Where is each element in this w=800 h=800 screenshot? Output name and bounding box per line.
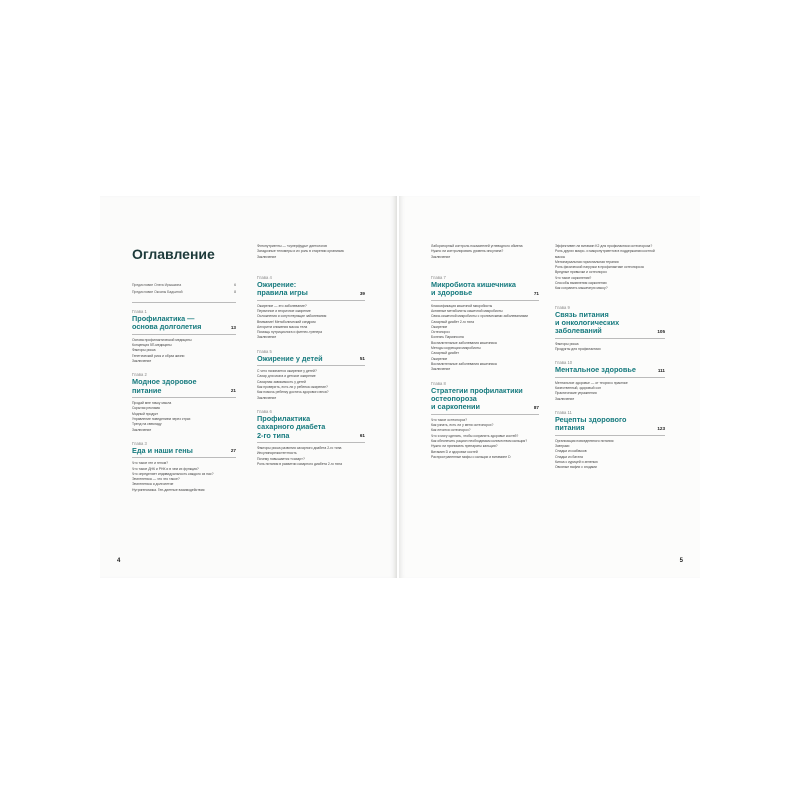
toc-section-item[interactable]: Как проверить, есть ли у ребенка ожирение? xyxy=(257,385,328,390)
section-list xyxy=(257,304,365,341)
chapter-title: Стратегии профилактики остеопороза и саркопении xyxy=(431,385,523,412)
chapter-heading[interactable] xyxy=(431,281,539,301)
toc-section-item[interactable]: Заключение xyxy=(132,359,152,363)
section-list xyxy=(132,401,236,433)
toc-section-item[interactable]: Скрытая реклама xyxy=(132,406,160,411)
chapter-entry xyxy=(555,409,665,471)
toc-section-item[interactable]: Как помочь ребенку достичь здорового веса? xyxy=(257,390,329,395)
toc-section-item[interactable]: Воспалительные заболевания кишечника xyxy=(431,361,497,366)
toc-section-item[interactable]: Модный продукт xyxy=(132,411,159,416)
chapter-heading[interactable] xyxy=(257,415,365,443)
toc-section-item[interactable]: Заключение xyxy=(257,335,277,340)
chapter-title: Связь питания и онкологических заболеваний xyxy=(555,309,620,336)
toc-section-item[interactable]: Ожирение xyxy=(431,324,448,329)
left-page xyxy=(100,196,397,578)
chapter-heading[interactable] xyxy=(132,315,236,335)
toc-section-item[interactable]: Фитонутриенты — «суперфуды» диетологов xyxy=(257,244,327,248)
toc-section-item[interactable]: Связь кишечной микробиоты с хроническими заболеваниями xyxy=(431,314,528,319)
chapter-page: 87 xyxy=(533,404,539,410)
toc-section-item[interactable]: Первичное и вторичное ожирение xyxy=(257,309,311,313)
chapter-entry xyxy=(555,304,665,353)
toc-section-item[interactable]: Эффективен ли витамин K2 для профилактики остеопороза? xyxy=(555,244,653,248)
toc-section-item[interactable]: Заключение xyxy=(257,395,277,400)
page-number-left: 4 xyxy=(117,558,121,564)
chapter-title: Микробиота кишечника и здоровье xyxy=(431,279,516,298)
divider xyxy=(132,302,236,303)
toc-section-item[interactable]: Продукты для профилактики xyxy=(555,347,601,352)
preface-entry[interactable] xyxy=(132,289,236,296)
toc-section-item[interactable]: Нужно ли контролировать уровень инсулина? xyxy=(431,249,504,254)
toc-section-item[interactable]: Сахарная зависимость у детей xyxy=(257,379,306,384)
toc-section-item[interactable]: Заключение xyxy=(431,254,451,259)
chapter-label: Глава 9 xyxy=(555,304,570,310)
toc-section-item[interactable]: Эпигенетика и долголетие xyxy=(132,482,174,487)
section-list xyxy=(555,342,665,353)
toc-section-item[interactable]: Активные метаболиты кишечной микробиоты xyxy=(431,309,503,313)
preface-page: 6 xyxy=(234,283,236,287)
chapter-entry xyxy=(431,380,539,461)
toc-section-item[interactable]: Сахарный диабет 2-го типа xyxy=(431,319,475,324)
toc-section-item[interactable]: Ожирение — это заболевание? xyxy=(257,303,307,308)
chapter-page: 27 xyxy=(230,448,236,454)
toc-section-item[interactable]: Управление поведением через страх xyxy=(132,417,191,421)
toc-section-item[interactable]: Что такое ген и геном? xyxy=(132,461,168,466)
section-list xyxy=(257,446,365,467)
toc-section-item[interactable]: Витамин D и здоровье костей xyxy=(431,449,478,454)
toc-section-item[interactable]: Лабораторный контроль показателей углеводного обмена xyxy=(431,244,523,248)
toc-section-item[interactable]: Тренд на свекладу xyxy=(132,422,162,427)
section-list xyxy=(431,244,539,260)
section-list xyxy=(431,418,539,460)
chapter-entry xyxy=(132,308,236,364)
toc-section-item[interactable]: Что я могу сделать, чтобы сохранить здоровье костей? xyxy=(431,433,519,438)
toc-section-item[interactable]: Классификация кишечной микробиоты xyxy=(431,303,493,308)
chapter-label: Глава 7 xyxy=(431,274,446,280)
chapter-label: Глава 1 xyxy=(132,309,147,314)
chapter-title: Рецепты здорового питания xyxy=(555,415,627,433)
toc-column-1 xyxy=(132,246,236,500)
chapter-label: Глава 6 xyxy=(257,408,272,414)
preface-page: 8 xyxy=(234,290,236,294)
toc-section-item[interactable]: Заключение xyxy=(555,396,575,401)
right-page xyxy=(399,196,700,578)
toc-section-item[interactable]: Что такое саркопения? xyxy=(555,275,592,280)
chapter-title: Профилактика — основа долголетия xyxy=(132,314,202,332)
chapter-entry xyxy=(132,371,236,433)
toc-section-item[interactable]: Эпигенетика — что это такое? xyxy=(132,477,180,482)
toc-section-item[interactable]: Способы выявления саркопении xyxy=(555,281,607,286)
toc-section-item[interactable]: Генетический риск и образ жизни xyxy=(132,353,185,358)
toc-section-item[interactable]: Как сохранить мышечную массу? xyxy=(555,286,608,291)
toc-section-item[interactable]: Как лечится остеопороз? xyxy=(431,428,471,433)
toc-section-item[interactable]: Что такое остеопороз? xyxy=(431,417,468,422)
toc-section-item[interactable]: Завтраки xyxy=(555,444,570,449)
toc-section-item[interactable]: Организация повседневного питания xyxy=(555,438,614,443)
chapter-heading[interactable] xyxy=(132,447,236,458)
toc-section-item[interactable]: Инсулинорезистентность xyxy=(257,451,297,456)
chapter-label: Глава 10 xyxy=(555,360,573,366)
toc-section-item[interactable]: Роль физической нагрузки в профилактике остеопороза xyxy=(555,265,644,270)
toc-section-item[interactable]: Киноа с курицей и зеленью xyxy=(555,460,598,465)
toc-section-item[interactable]: Загадочные теломеры и их роль в старении организма xyxy=(257,249,344,254)
toc-section-item[interactable]: Оладьи из кабачков xyxy=(555,449,587,454)
toc-section-item[interactable]: Болезнь Паркинсона xyxy=(431,335,464,340)
toc-section-item[interactable]: Оладьи из батата xyxy=(555,454,583,459)
chapter-title: Ментальное здоровье xyxy=(555,365,636,375)
toc-section-item[interactable]: Заключение xyxy=(132,427,152,432)
toc-section-item[interactable]: Ментальное здоровье — от теории к практике xyxy=(555,380,628,385)
toc-section-item[interactable]: Заключение xyxy=(257,254,277,259)
chapter-heading[interactable] xyxy=(132,378,236,398)
book-spread xyxy=(100,196,700,578)
toc-section-item[interactable]: Осложнения и сопутствующие заболевания xyxy=(257,314,327,319)
toc-section-item[interactable]: Продай мне пачку масла xyxy=(132,401,172,406)
toc-column-3 xyxy=(431,244,539,467)
toc-section-item[interactable]: Внимание! Метаболический синдром xyxy=(257,319,316,324)
toc-section-item[interactable]: Сахар для мозга и детское ожирение xyxy=(257,374,316,379)
chapter-page: 105 xyxy=(657,328,665,334)
chapter-title: Ожирение: правила игры xyxy=(257,279,308,298)
chapter-page: 13 xyxy=(230,324,236,330)
chapter-label: Глава 4 xyxy=(257,274,272,280)
chapter-heading[interactable] xyxy=(257,281,365,301)
toc-section-item[interactable]: Менопаузальная гормональная терапия xyxy=(555,259,619,264)
toc-section-item[interactable]: Нужно ли принимать препараты кальция? xyxy=(431,444,498,449)
toc-column-4 xyxy=(555,244,665,478)
chapter-page: 61 xyxy=(359,433,365,439)
chapter-title: Еда и наши гены xyxy=(132,445,193,455)
chapter-label: Глава 3 xyxy=(132,440,147,446)
toc-section-item[interactable]: Как обеспечить рацион необходимым количеством кальция? xyxy=(431,438,528,443)
toc-section-item[interactable]: С чего начинается ожирение у детей? xyxy=(257,369,317,374)
toc-section-item[interactable]: Заключение xyxy=(431,367,451,372)
toc-section-item[interactable]: Методы коррекции микробиоты xyxy=(431,346,481,351)
chapter-heading[interactable] xyxy=(555,416,665,436)
toc-section-item[interactable]: Помощь нутрициолога и фитнес-тренера xyxy=(257,330,322,335)
toc-section-item[interactable]: Концепция 5П-медицины xyxy=(132,343,172,348)
toc-section-item[interactable]: Роль других микро- и макронутриентов в поддержании костной массы xyxy=(555,249,655,259)
toc-section-item[interactable]: Ожирение xyxy=(431,356,448,361)
chapter-entry xyxy=(257,408,365,467)
chapter-page: 39 xyxy=(359,290,365,296)
toc-section-item[interactable]: Факторы риска развития сахарного диабета 2-го типа xyxy=(257,446,342,451)
chapter-label: Глава 8 xyxy=(431,380,446,386)
chapter-title: Ожирение у детей xyxy=(257,353,323,363)
section-list xyxy=(555,439,665,471)
chapter-page: 21 xyxy=(230,388,236,394)
toc-section-item[interactable]: Факторы риска xyxy=(132,348,156,353)
toc-section-item[interactable]: Сахарный диабет xyxy=(431,351,459,356)
chapter-entry xyxy=(257,348,365,401)
toc-title: Оглавление xyxy=(132,246,215,262)
section-list xyxy=(132,338,236,364)
section-list xyxy=(431,304,539,373)
chapter-entry xyxy=(555,359,665,402)
chapter-entry xyxy=(132,440,236,493)
toc-section-item[interactable]: Практические упражнения xyxy=(555,391,597,396)
chapter-label: Глава 5 xyxy=(257,348,272,354)
chapter-label: Глава 11 xyxy=(555,410,572,416)
toc-section-item[interactable]: Вредные привычки и остеопороз xyxy=(555,270,607,275)
toc-section-item[interactable]: Основа профилактической медицины xyxy=(132,337,192,342)
toc-section-item[interactable]: Качественный, здоровый сон xyxy=(555,386,601,391)
chapter-title: Профилактика сахарного диабета 2-го типа xyxy=(257,413,326,440)
chapter-heading[interactable] xyxy=(257,355,365,366)
section-list xyxy=(555,244,665,292)
chapter-label: Глава 2 xyxy=(132,372,147,378)
chapter-page: 123 xyxy=(657,425,665,431)
toc-section-item[interactable]: Нутригеномика. Ген-диетные взаимодействия xyxy=(132,487,205,492)
toc-section-item[interactable]: Овсяные вафли с ягодами xyxy=(555,465,597,470)
section-list xyxy=(257,369,365,401)
chapter-page: 71 xyxy=(533,290,539,296)
toc-section-item[interactable]: Что такое ДНК и РНК и в чем их функция? xyxy=(132,466,199,471)
toc-section-item[interactable]: Как узнать, есть ли у меня остеопороз? xyxy=(431,423,494,428)
toc-section-item[interactable]: Алгоритм снижения массы тела xyxy=(257,324,308,329)
toc-section-item[interactable]: Остеопороз xyxy=(431,330,450,335)
chapter-page: 111 xyxy=(657,367,665,373)
toc-section-item[interactable]: Что определяет индивидуальность каждого из нас? xyxy=(132,471,214,476)
chapter-entry xyxy=(431,274,539,373)
section-list xyxy=(555,381,665,402)
toc-section-item[interactable]: Воспалительные заболевания кишечника xyxy=(431,340,497,345)
section-list xyxy=(132,461,236,493)
toc-section-item[interactable]: Распространенные мифы о кальции и витамине D xyxy=(431,454,511,459)
toc-column-2 xyxy=(257,244,365,474)
toc-section-item[interactable]: Почему повышается «сахар»? xyxy=(257,456,305,461)
preface-title: Предисловие Оксаны Бадьиной xyxy=(132,290,183,294)
chapter-heading[interactable] xyxy=(555,366,665,377)
chapter-heading[interactable] xyxy=(431,387,539,415)
toc-section-item[interactable]: Роль питания в развитии сахарного диабета 2-го типа xyxy=(257,462,343,467)
chapter-title: Модное здоровое питание xyxy=(132,377,197,395)
toc-section-item[interactable]: Факторы риска xyxy=(555,341,579,346)
preface-entry[interactable] xyxy=(132,282,236,289)
chapter-page: 51 xyxy=(359,356,365,362)
chapter-heading[interactable] xyxy=(555,311,665,339)
preface-title: Предисловие Олега Ирышкина xyxy=(132,283,182,287)
page-number-right: 5 xyxy=(679,558,683,564)
section-list xyxy=(257,244,365,260)
chapter-entry xyxy=(257,274,365,341)
